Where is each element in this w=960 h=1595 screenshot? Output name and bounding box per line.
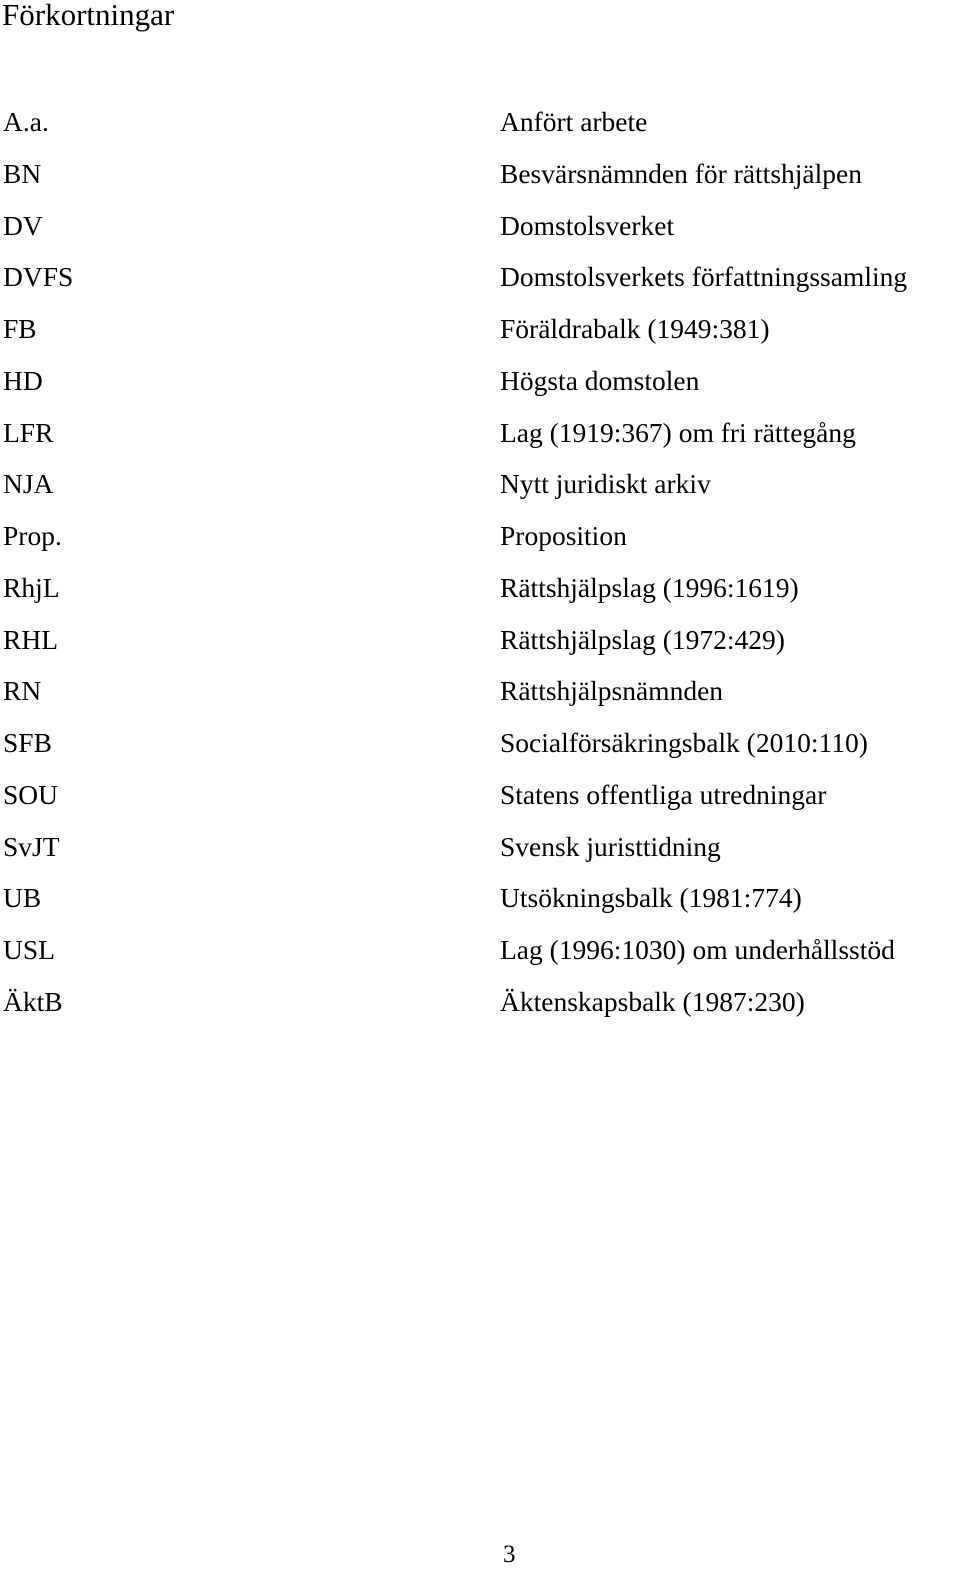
abbreviation-row [0, 258, 960, 310]
abbreviation-row [0, 776, 960, 828]
abbreviation-list [0, 103, 960, 1035]
abbreviation-definition: Rättshjälpsnämnden [500, 675, 724, 707]
abbreviation-definition: Utsökningsbalk (1981:774) [500, 882, 802, 914]
abbreviation: RN [3, 675, 42, 707]
abbreviation: NJA [3, 468, 54, 500]
abbreviation-definition: Socialförsäkringsbalk (2010:110) [500, 727, 868, 758]
abbreviation-definition: Lag (1919:367) om fri rättegång [500, 416, 856, 448]
abbreviation-row [0, 517, 960, 569]
page-number: 3 [503, 1541, 516, 1568]
abbreviation-row [0, 155, 960, 207]
abbreviation-row [0, 724, 960, 776]
page-title: Förkortningar [2, 0, 175, 32]
abbreviation-definition: Äktenskapsbalk (1987:230) [500, 985, 805, 1017]
abbreviation-row [0, 828, 960, 880]
abbreviation-definition: Domstolsverkets författningssamling [500, 261, 908, 293]
abbreviation-definition: Lag (1996:1030) om underhållsstöd [500, 934, 895, 965]
abbreviation: ÄktB [3, 985, 63, 1017]
abbreviation-definition: Nytt juridiskt arkiv [500, 468, 711, 500]
abbreviation-definition: Svensk juristtidning [500, 830, 721, 862]
abbreviation-definition: Domstolsverket [500, 209, 675, 241]
abbreviation-row [0, 931, 960, 983]
abbreviation: DV [3, 209, 43, 241]
abbreviation: FB [3, 313, 37, 344]
abbreviation: BN [3, 157, 42, 189]
abbreviation-row [0, 414, 960, 466]
abbreviation-row [0, 879, 960, 931]
abbreviation: Prop. [3, 520, 62, 551]
abbreviation-row [0, 672, 960, 724]
abbreviation: RHL [3, 623, 58, 655]
abbreviation-definition: Besvärsnämnden för rättshjälpen [500, 157, 862, 189]
abbreviation-definition: Föräldrabalk (1949:381) [500, 313, 770, 344]
abbreviation: USL [3, 934, 55, 965]
abbreviation-row [0, 465, 960, 517]
abbreviation-row [0, 621, 960, 673]
abbreviation: A.a. [3, 106, 49, 137]
abbreviation: SFB [3, 727, 52, 758]
abbreviation-row [0, 103, 960, 155]
abbreviation-definition: Högsta domstolen [500, 364, 700, 396]
abbreviation-definition: Statens offentliga utredningar [500, 778, 827, 810]
abbreviation: SvJT [3, 830, 60, 862]
abbreviation-row [0, 983, 960, 1035]
abbreviation: HD [3, 364, 43, 396]
abbreviation-row [0, 362, 960, 414]
abbreviation-row [0, 569, 960, 621]
abbreviation-definition: Proposition [500, 520, 627, 551]
abbreviation: UB [3, 882, 42, 914]
abbreviation: RhjL [3, 571, 60, 603]
abbreviation-row [0, 310, 960, 362]
abbreviation-row [0, 207, 960, 259]
abbreviation-definition: Anfört arbete [500, 106, 648, 137]
abbreviation: DVFS [3, 261, 74, 293]
abbreviation-definition: Rättshjälpslag (1972:429) [500, 623, 785, 655]
abbreviation: SOU [3, 778, 59, 810]
abbreviation: LFR [3, 416, 54, 448]
abbreviation-definition: Rättshjälpslag (1996:1619) [500, 571, 799, 603]
